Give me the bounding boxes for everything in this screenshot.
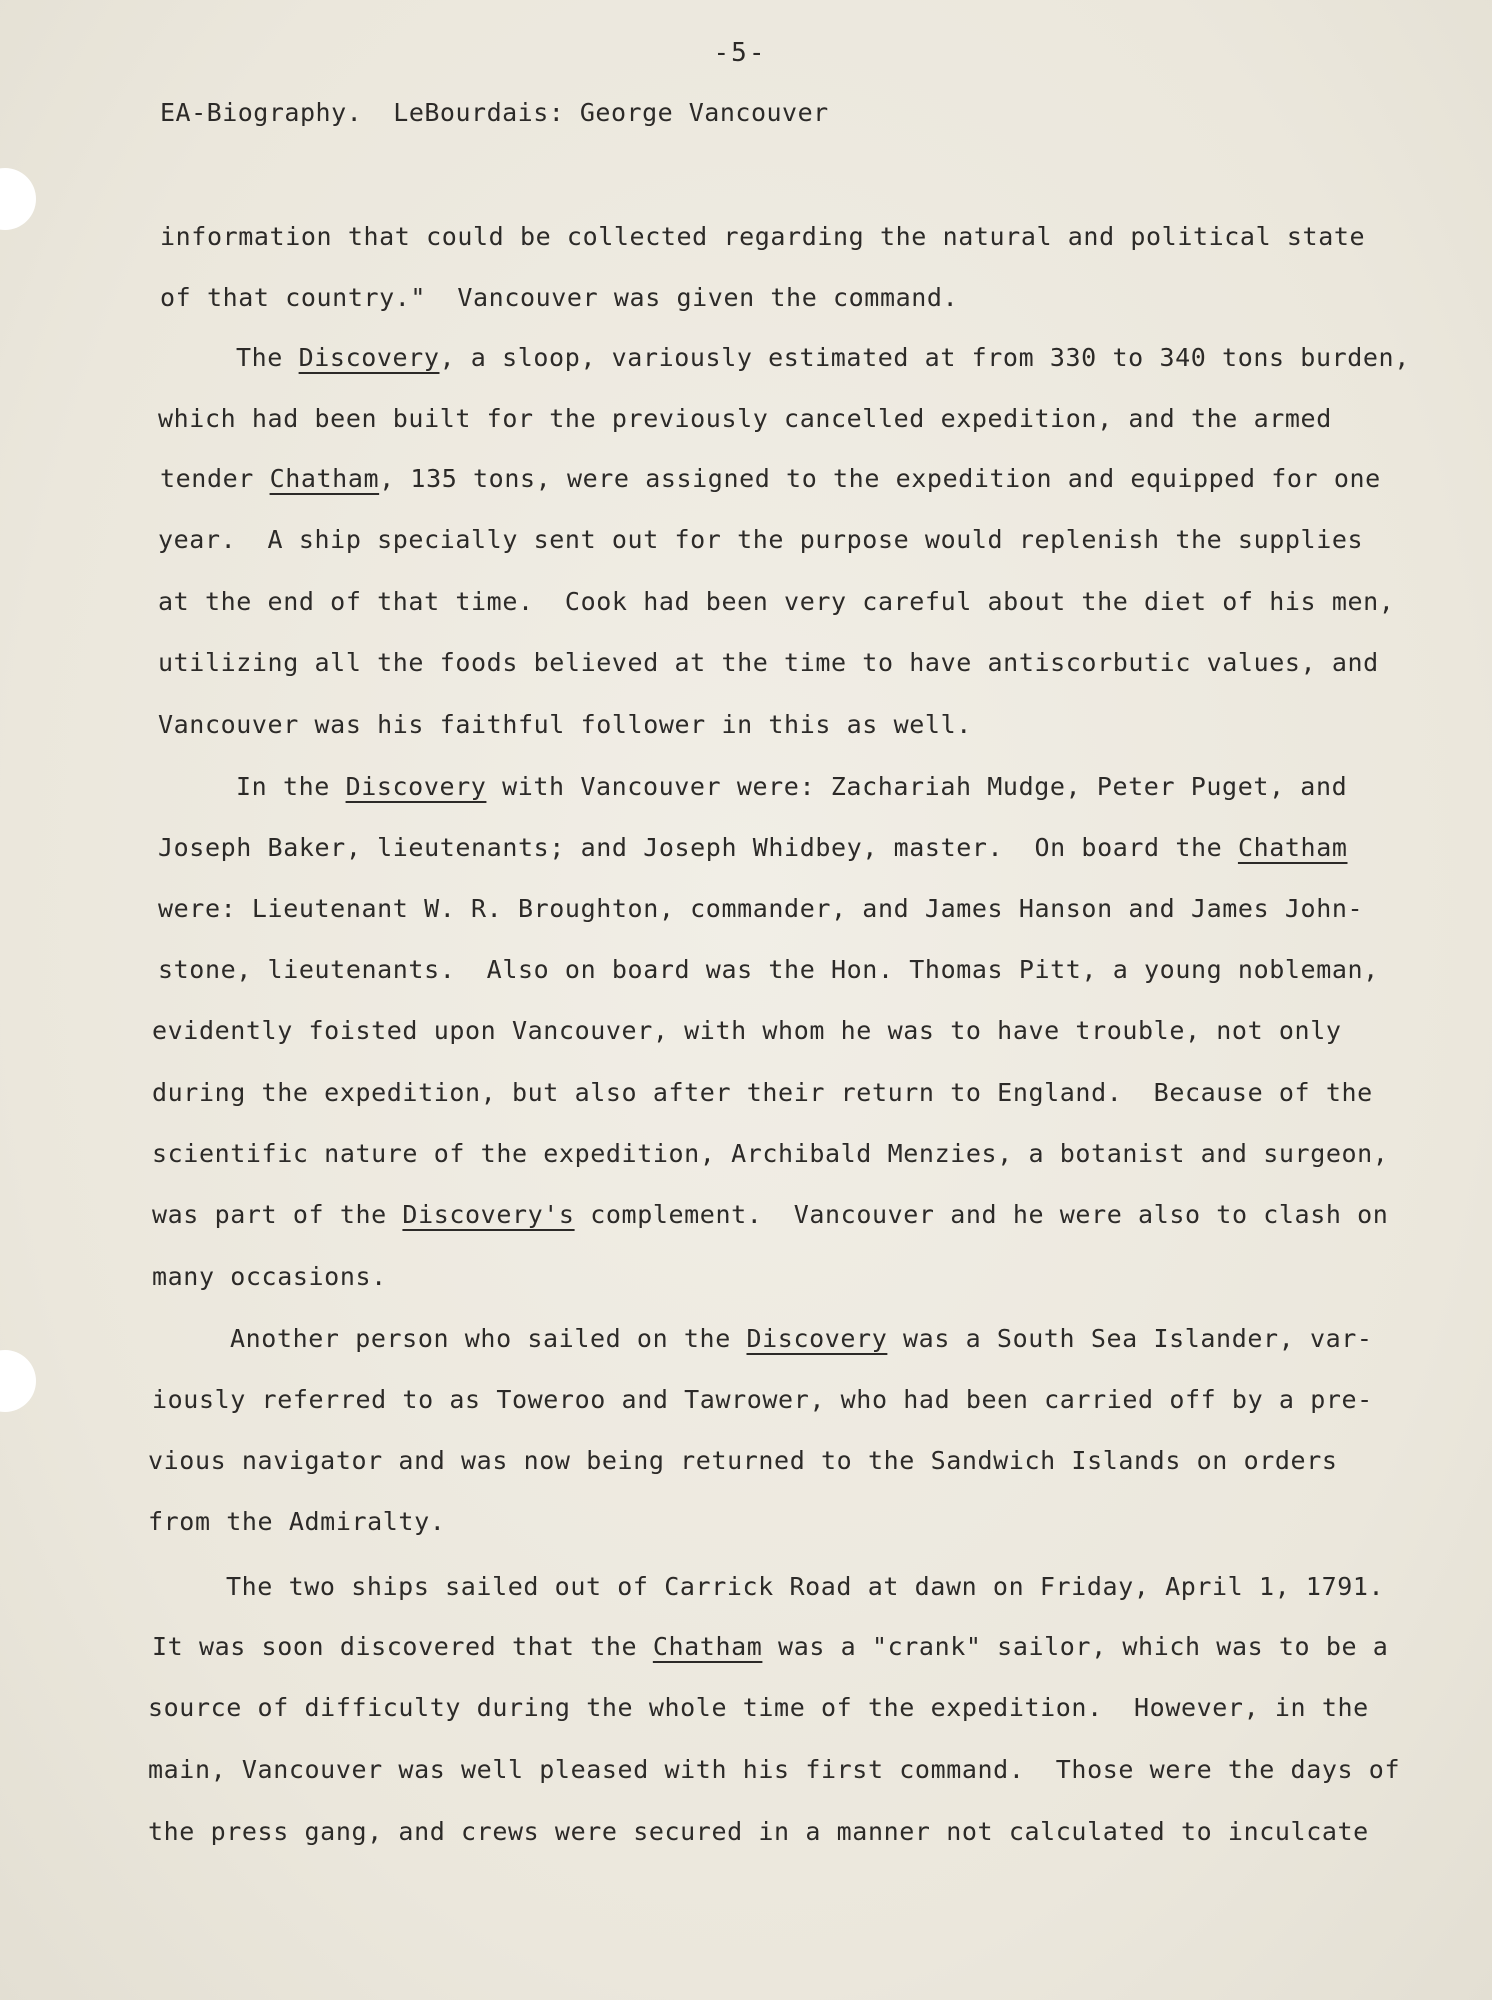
text-segment: It was soon discovered that the (152, 1632, 653, 1661)
text-segment: The two ships sailed out of Carrick Road at dawn on Friday, April 1, 1791. (226, 1572, 1385, 1601)
text-line (148, 1446, 1338, 1476)
text-line (148, 1507, 445, 1537)
text-segment: complement. Vancouver and he were also to clash on (574, 1200, 1389, 1229)
underlined-ship-name: Discovery's (402, 1200, 575, 1229)
underlined-ship-name: Chatham (652, 1632, 763, 1661)
text-line (158, 525, 1363, 555)
text-segment: , 135 tons, were assigned to the expedition and equipped for one (379, 464, 1381, 493)
text-segment: stone, lieutenants. Also on board was the Hon. Thomas Pitt, a young nobleman, (158, 955, 1379, 984)
text-segment: the press gang, and crews were secured in a manner not calculated to inculcate (148, 1817, 1369, 1846)
underlined-ship-name: Chatham (1237, 833, 1348, 862)
text-line (160, 222, 1365, 252)
text-segment: were: Lieutenant W. R. Broughton, commander, and James Hanson and James John- (158, 894, 1364, 923)
text-line (160, 464, 1381, 494)
text-line (158, 404, 1332, 434)
text-segment: with Vancouver were: Zachariah Mudge, Peter Puget, and (486, 772, 1348, 801)
text-line (152, 1139, 1388, 1169)
text-line (160, 283, 958, 313)
running-header: EA-Biography. LeBourdais: George Vancouver (160, 98, 829, 127)
text-segment: vious navigator and was now being returned to the Sandwich Islands on orders (148, 1446, 1338, 1475)
text-line (158, 833, 1348, 863)
punch-hole (0, 1350, 36, 1412)
text-segment: information that could be collected regarding the natural and political state (160, 222, 1366, 251)
text-line (148, 1755, 1400, 1785)
text-segment: The (236, 343, 299, 372)
text-segment: during the expedition, but also after their return to England. Because of the (152, 1078, 1373, 1107)
text-segment: year. A ship specially sent out for the purpose would replenish the supplies (158, 525, 1364, 554)
text-segment: of that country." Vancouver was given the command. (160, 283, 959, 312)
text-line (158, 894, 1363, 924)
text-segment: Joseph Baker, lieutenants; and Joseph Whidbey, master. On board the (158, 833, 1238, 862)
text-segment: from the Admiralty. (148, 1507, 446, 1536)
text-line (152, 1632, 1388, 1662)
text-line (158, 955, 1379, 985)
text-line (230, 1324, 1373, 1354)
text-segment: which had been built for the previously cancelled expedition, and the armed (158, 404, 1332, 433)
text-line (158, 710, 972, 740)
text-line (152, 1200, 1388, 1230)
text-segment: at the end of that time. Cook had been very careful about the diet of his men, (158, 587, 1395, 616)
text-line (152, 1385, 1373, 1415)
text-line (152, 1078, 1373, 1108)
page-number: -5- (713, 38, 767, 68)
text-segment: utilizing all the foods believed at the time to have antiscorbutic values, and (158, 648, 1379, 677)
text-segment: evidently foisted upon Vancouver, with whom he was to have trouble, not only (152, 1016, 1342, 1045)
text-line (152, 1016, 1342, 1046)
text-segment: main, Vancouver was well pleased with his first command. Those were the days of (148, 1755, 1401, 1784)
text-segment: was part of the (152, 1200, 403, 1229)
text-segment: In the (236, 772, 346, 801)
text-segment: tender (160, 464, 270, 493)
underlined-ship-name: Discovery (298, 343, 440, 372)
text-segment: source of difficulty during the whole time of the expedition. However, in the (148, 1693, 1369, 1722)
text-segment: scientific nature of the expedition, Archibald Menzies, a botanist and surgeon, (152, 1139, 1389, 1168)
text-line (152, 1262, 387, 1292)
text-line (226, 1572, 1384, 1602)
text-line (158, 648, 1379, 678)
text-segment: many occasions. (152, 1262, 387, 1291)
underlined-ship-name: Discovery (746, 1324, 888, 1353)
text-segment: was a South Sea Islander, var- (887, 1324, 1373, 1353)
text-segment: , a sloop, variously estimated at from 330 to 340 tons burden, (439, 343, 1410, 372)
underlined-ship-name: Discovery (345, 772, 487, 801)
punch-hole (0, 168, 36, 230)
text-line (158, 587, 1394, 617)
text-line (236, 343, 1410, 373)
text-line (236, 772, 1347, 802)
text-segment: was a "crank" sailor, which was to be a (762, 1632, 1389, 1661)
text-line (148, 1817, 1369, 1847)
text-segment: iously referred to as Toweroo and Tawrower, who had been carried off by a pre- (152, 1385, 1373, 1414)
underlined-ship-name: Chatham (269, 464, 380, 493)
text-segment: Vancouver was his faithful follower in this as well. (158, 710, 972, 739)
text-line (148, 1693, 1369, 1723)
text-segment: Another person who sailed on the (230, 1324, 747, 1353)
